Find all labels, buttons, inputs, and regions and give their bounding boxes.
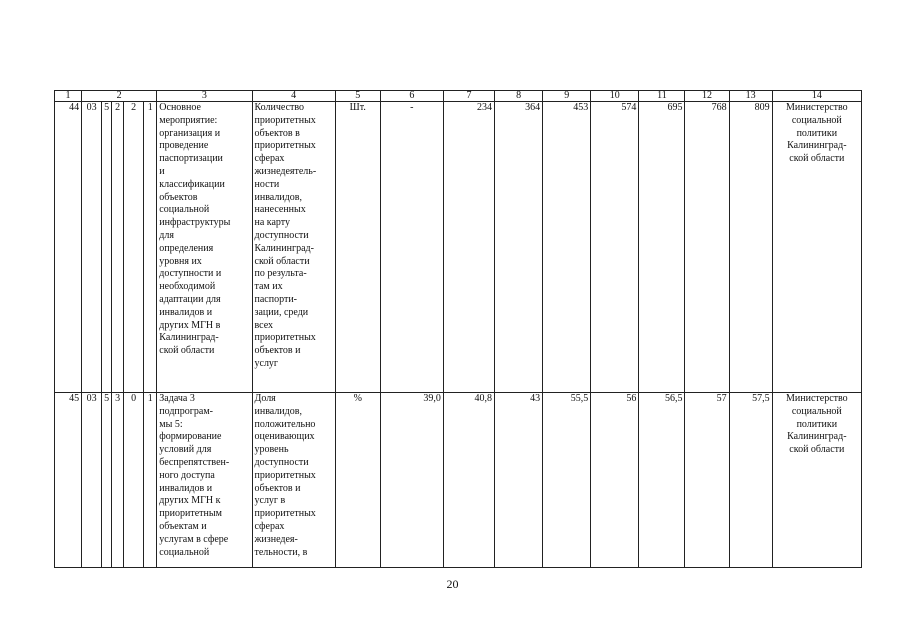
indicator-cell: Доля инвалидов, положительно оценивающих уровень доступности приоритетных объектов и услуг в приоритетных сферах жизнедея- тельности, в: [252, 393, 335, 568]
value-cell: 39,0: [380, 393, 443, 568]
value-cell: 768: [685, 102, 729, 393]
indicator-cell: Количество приоритетных объектов в приоритетных сферах жизнедеятель- ности инвалидов, нанесенных на карту доступности Калининград- ской области по результа- там их паспорти- зации, среди всех приоритетных объектов и услуг: [252, 102, 335, 393]
header-cell: 10: [591, 91, 639, 102]
code-cell: 2: [112, 102, 124, 393]
header-cell: 14: [772, 91, 861, 102]
value-cell: 55,5: [543, 393, 591, 568]
page-number: 20: [446, 577, 459, 591]
row-number: 44: [55, 102, 82, 393]
value-cell: 809: [729, 102, 772, 393]
code-cell: 1: [144, 102, 157, 393]
header-cell: 13: [729, 91, 772, 102]
activity-cell: Основное мероприятие: организация и проведение паспортизации и классификации объектов социальной инфраструктуры для определения уровня их доступности и необходимой адаптации для инвалидов и других МГН в Калининград- ской области: [157, 102, 252, 393]
value-cell: 695: [639, 102, 685, 393]
unit-cell: %: [335, 393, 380, 568]
code-cell: 03: [82, 102, 102, 393]
code-cell: 0: [124, 393, 144, 568]
value-cell: 364: [495, 102, 543, 393]
header-cell: 2: [82, 91, 157, 102]
value-cell: 57,5: [729, 393, 772, 568]
indicators-table: [54, 90, 862, 568]
header-cell: 12: [685, 91, 729, 102]
header-cell: 11: [639, 91, 685, 102]
code-cell: 5: [102, 393, 112, 568]
code-cell: 2: [124, 102, 144, 393]
value-cell: 453: [543, 102, 591, 393]
activity-cell: Задача 3 подпрограм- мы 5: формирование условий для беспрепятствен- ного доступа инвалидов и других МГН к приоритетным объектам и услугам в сфере социальной: [157, 393, 252, 568]
value-cell: 56,5: [639, 393, 685, 568]
code-cell: 3: [112, 393, 124, 568]
table-row: [55, 393, 862, 568]
code-cell: 5: [102, 102, 112, 393]
value-cell: 234: [443, 102, 494, 393]
header-cell: 5: [335, 91, 380, 102]
executor-cell: Министерство социальной политики Калининград- ской области: [772, 393, 861, 568]
header-cell: 6: [380, 91, 443, 102]
unit-cell: Шт.: [335, 102, 380, 393]
header-cell: 3: [157, 91, 252, 102]
value-cell: -: [380, 102, 443, 393]
value-cell: 40,8: [443, 393, 494, 568]
header-cell: 1: [55, 91, 82, 102]
column-number-row: [55, 91, 862, 102]
row-number: 45: [55, 393, 82, 568]
header-cell: 4: [252, 91, 335, 102]
code-cell: 03: [82, 393, 102, 568]
value-cell: 574: [591, 102, 639, 393]
table-row: [55, 102, 862, 393]
header-cell: 7: [443, 91, 494, 102]
header-cell: 9: [543, 91, 591, 102]
value-cell: 56: [591, 393, 639, 568]
header-cell: 8: [495, 91, 543, 102]
value-cell: 43: [495, 393, 543, 568]
code-cell: 1: [144, 393, 157, 568]
value-cell: 57: [685, 393, 729, 568]
executor-cell: Министерство социальной политики Калининград- ской области: [772, 102, 861, 393]
